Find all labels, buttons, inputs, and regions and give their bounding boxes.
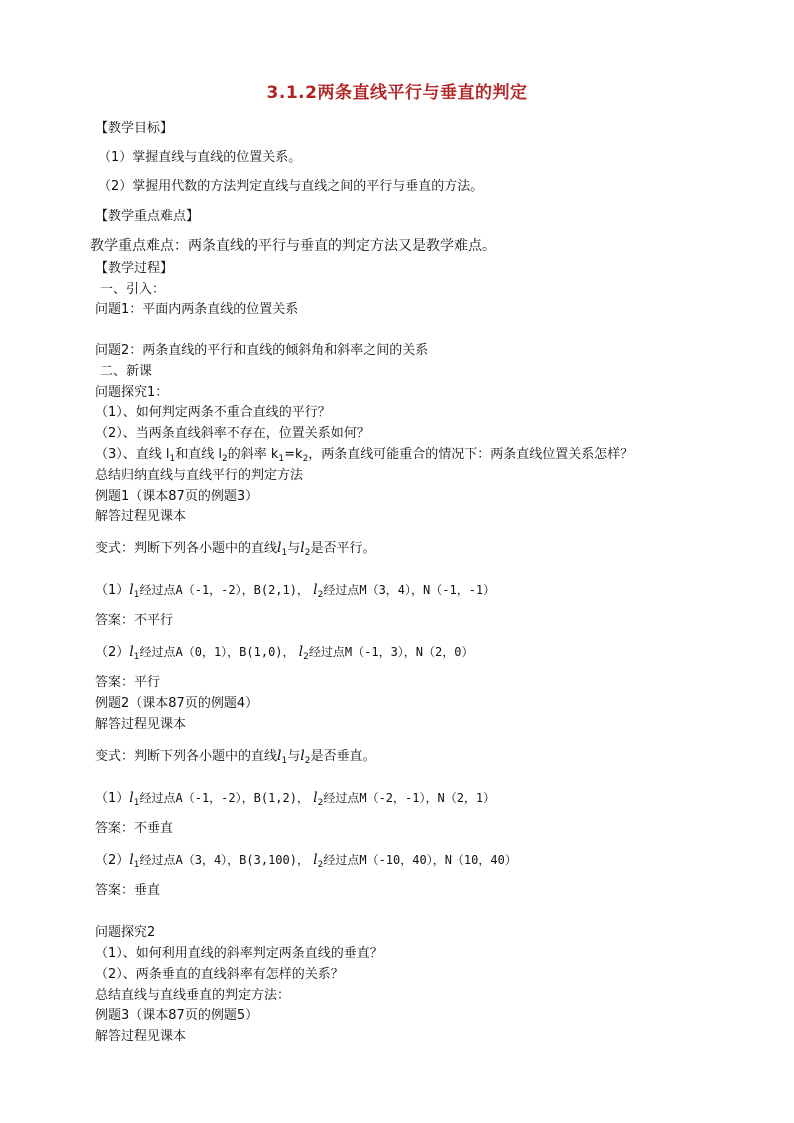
process-heading: 【教学过程】 (95, 261, 174, 276)
example-1-answer-ref: 解答过程见课本 (95, 509, 187, 524)
intro-heading: 一、引入： (100, 282, 166, 297)
explore-2-point-1: （1）、如何利用直线的斜率判定两条直线的垂直？ (95, 946, 383, 961)
explore-2-point-2: （2）、两条垂直的直线斜率有怎样的关系？ (95, 967, 344, 982)
example-1-variant: 变式：判断下列各小题中的直线$l_1$与$l_2$是否平行。 (95, 540, 376, 558)
new-lesson-heading: 二、新课 (100, 364, 153, 379)
example-2-answer-ref: 解答过程见课本 (95, 717, 187, 732)
example-1-sub-1: $(1)l_1$经过点A（-1，-2），B(2,1)， $l_2$经过点M（3，4），N（-1，-1） (95, 582, 496, 600)
example-3-label: 例题3（课本87页的例题5） (95, 1008, 259, 1023)
example-2-sub-1: $(1)l_1$经过点A（-1，-2），B(1,2)， $l_2$经过点M（-2，-1），N（2，1） (95, 790, 496, 808)
key-points-text: 教学重点难点：两条直线的平行与垂直的判定方法又是教学难点。 (90, 238, 496, 254)
example-2-variant: 变式：判断下列各小题中的直线$l_1$与$l_2$是否垂直。 (95, 748, 376, 766)
example-2-sub-2: $(2)l_1$经过点A（3，4），B(3,100)， $l_2$经过点M（-10，40），N（10，40） (95, 852, 517, 870)
explore-1-point-3: （3）、直线 $l_1$和直线 $l_2$的斜率 $k_1=k_2$，两条直线可能重合的情况下：两条直线位置关系怎样？ (95, 447, 634, 464)
objective-item-1: （1）掌握直线与直线的位置关系。 (98, 150, 302, 165)
explore-2-summary: 总结直线与直线垂直的判定方法： (95, 988, 291, 1003)
objective-item-2: （2）掌握用代数的方法判定直线与直线之间的平行与垂直的方法。 (98, 179, 484, 194)
explore-2-heading: 问题探究2 (95, 925, 156, 940)
key-points-heading: 【教学重点难点】 (95, 209, 200, 224)
example-1-label: 例题1（课本87页的例题3） (95, 489, 259, 504)
explore-1-point-2: （2）、当两条直线斜率不存在，位置关系如何？ (95, 426, 370, 441)
question-1: 问题1：平面内两条直线的位置关系 (95, 302, 299, 317)
example-2-answer-1: 答案：不垂直 (95, 821, 174, 836)
page-title: 3.1.2两条直线平行与垂直的判定 (266, 83, 528, 103)
question-2: 问题2：两条直线的平行和直线的倾斜角和斜率之间的关系 (95, 343, 429, 358)
example-2-label: 例题2（课本87页的例题4） (95, 696, 259, 711)
example-1-sub-2: $(2)l_1$经过点A（0，1），B(1,0)， $l_2$经过点M（-1，3），N（2，0） (95, 644, 474, 662)
example-3-answer-ref: 解答过程见课本 (95, 1029, 187, 1044)
example-2-answer-2: 答案：垂直 (95, 883, 161, 898)
explore-1-point-1: （1）、如何判定两条不重合直线的平行？ (95, 405, 331, 420)
objectives-heading: 【教学目标】 (95, 121, 174, 136)
example-1-answer-2: 答案：平行 (95, 675, 161, 690)
example-1-answer-1: 答案：不平行 (95, 613, 174, 628)
explore-1-summary: 总结归纳直线与直线平行的判定方法 (95, 468, 304, 483)
explore-1-heading: 问题探究1： (95, 385, 169, 400)
